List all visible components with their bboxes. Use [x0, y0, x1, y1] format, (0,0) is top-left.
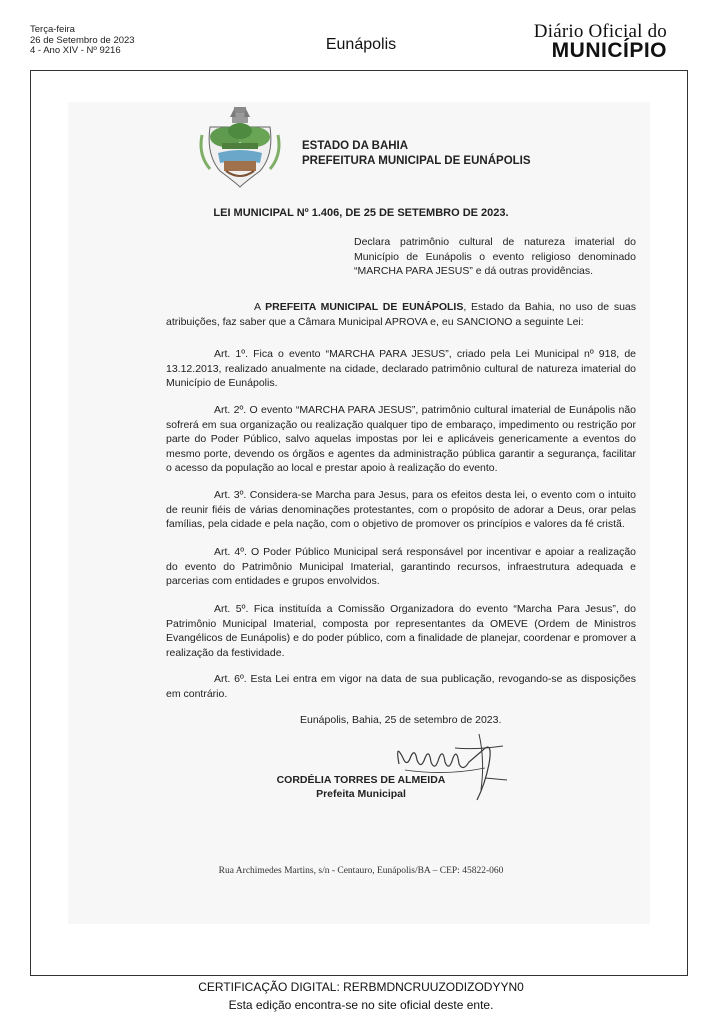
article-2-text: Art. 2º. O evento “MARCHA PARA JESUS”, patrimônio cultural imaterial de Eunápolis não sofrerá em sua organização ou realização qualquer tipo de embaraço, impedimento ou restrição por parte do Poder Público, salvo aquelas impostas por lei e aplicáveis genericamente a eventos do mesmo porte, devendo os órgãos e agentes da administração pública garantir a segurança, facilitar o acesso da população ao local e prestar apoio à realização do evento. — [166, 404, 636, 474]
edition-note: Esta edição encontra-se no site oficial deste ente. — [228, 998, 494, 1012]
edition-number: 4 - Ano XIV - Nº 9216 — [30, 45, 121, 56]
article-4-text: Art. 4º. O Poder Público Municipal será responsável por incentivar e apoiar a realização do evento do Patrimônio Municipal Imaterial, garantindo recursos, infraestrutura adequada e parcerias com entidades e grupos envolvidos. — [166, 546, 636, 587]
article-1-text: Art. 1º. Fica o evento “MARCHA PARA JESUS”, criado pela Lei Municipal nº 918, de 13.12.2013, realizado anualmente na cidade, declarado patrimônio cultural de natureza imaterial do Município de Eunápolis. — [166, 348, 636, 389]
article-1 — [166, 347, 636, 391]
prefecture-name: PREFEITURA MUNICIPAL DE EUNÁPOLIS — [302, 155, 531, 167]
article-3-text: Art. 3º. Considera-se Marcha para Jesus, para os efeitos desta lei, o evento com o intuito de reunir fiéis de várias denominações protestantes, com o propósito de adorar a Deus, orar pelas famílias, pela cidade e pela nação, com o objetivo de promover os princípios e valores da fé cristã. — [166, 489, 636, 530]
article-4 — [166, 545, 636, 589]
letterhead — [302, 139, 531, 169]
law-summary: Declara patrimônio cultural de natureza imaterial do Município de Eunápolis o evento religioso denominado “MARCHA PARA JESUS” e dá outras providências. — [354, 236, 636, 277]
logo-line-1: Diário Oficial do — [533, 21, 667, 42]
city-name: Eunápolis — [325, 36, 397, 53]
prefecture-address: Rua Archimedes Martins, s/n - Centauro, Eunápolis/BA – CEP: 45822-060 — [218, 866, 504, 876]
digital-certification: CERTIFICAÇÃO DIGITAL: RERBMDNCRUUZODIZODYYN0 — [198, 980, 524, 994]
signer-role: Prefeita Municipal — [316, 788, 406, 800]
place-and-date: Eunápolis, Bahia, 25 de setembro de 2023. — [300, 714, 502, 726]
article-2 — [166, 403, 636, 476]
intro-bold: PREFEITA MUNICIPAL DE EUNÁPOLIS — [265, 301, 464, 313]
article-6 — [166, 672, 636, 701]
article-6-text: Art. 6º. Esta Lei entra em vigor na data de sua publicação, revogando-se as disposições em contrário. — [166, 673, 636, 700]
intro-paragraph — [166, 300, 636, 329]
signer-name: CORDÉLIA TORRES DE ALMEIDA — [276, 774, 446, 786]
intro-rest: , Estado da Bahia, no uso de suas atribuições, faz saber que a Câmara Municipal APROVA e, eu SANCIONO a seguinte Lei: — [166, 301, 637, 328]
municipal-crest-icon — [196, 105, 284, 193]
state-name: ESTADO DA BAHIA — [302, 140, 409, 152]
logo-line-2: MUNICÍPIO — [551, 39, 667, 62]
article-5 — [166, 602, 636, 660]
edition-date: 26 de Setembro de 2023 — [30, 34, 135, 46]
article-3 — [166, 488, 636, 532]
weekday: Terça-feira — [30, 24, 75, 35]
intro-lead: A — [254, 301, 266, 313]
law-title: LEI MUNICIPAL Nº 1.406, DE 25 DE SETEMBRO DE 2023. — [213, 207, 509, 219]
diario-oficial-logo — [534, 22, 667, 61]
article-5-text: Art. 5º. Fica instituída a Comissão Organizadora do evento “Marcha Para Jesus”, do Patrimônio Municipal Imaterial, composta por representantes da OMEVE (Ordem de Ministros Evangélicos de Eunápolis) e do poder público, com a finalidade de planejar, coordenar e promover a realização da festividade. — [166, 603, 636, 659]
